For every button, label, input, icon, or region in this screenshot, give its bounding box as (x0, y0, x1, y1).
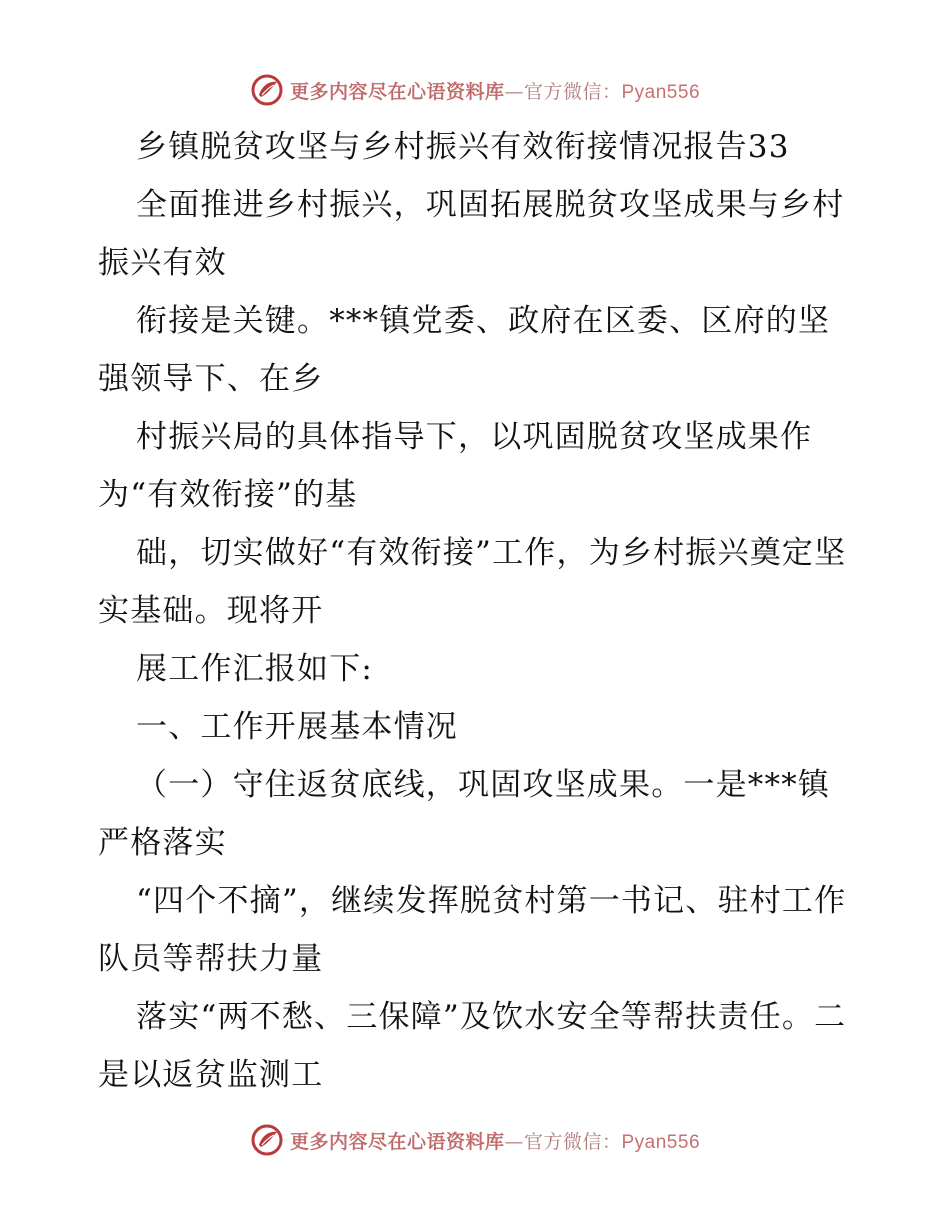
header-wechat-label: 官方微信： (523, 80, 622, 103)
paragraph-8: 落实“两不愁、三保障”及饮水安全等帮扶责任。二是以返贫监测工 (98, 999, 847, 1093)
header-dash: — (504, 80, 524, 103)
header-brand: 更多内容尽在心语资料库 (289, 80, 505, 103)
header-watermark (0, 72, 950, 108)
footer-dash: — (504, 1130, 524, 1153)
paragraph-5: 展工作汇报如下: (136, 651, 374, 687)
footer-watermark-text (290, 1127, 700, 1154)
document-title: 乡镇脱贫攻坚与乡村振兴有效衔接情况报告33 (136, 129, 790, 165)
paragraph-7: “四个不摘”，继续发挥脱贫村第一书记、驻村工作队员等帮扶力量 (98, 883, 847, 977)
footer-brand: 更多内容尽在心语资料库 (289, 1130, 505, 1153)
header-watermark-text (290, 77, 700, 104)
paragraph-2: 衔接是关键。***镇党委、政府在区委、区府的坚强领导下、在乡 (98, 303, 831, 397)
paragraph-3: 村振兴局的具体指导下，以巩固脱贫攻坚成果作为“有效衔接”的基 (98, 419, 813, 513)
leaf-swirl-logo-icon (250, 73, 284, 107)
paragraph-6: （一）守住返贫底线，巩固攻坚成果。一是***镇严格落实 (98, 767, 831, 861)
section-heading: 一、工作开展基本情况 (136, 709, 458, 745)
footer-wechat-label: 官方微信： (523, 1130, 622, 1153)
footer-watermark (0, 1122, 950, 1158)
document-body (98, 118, 858, 1104)
paragraph-4: 础，切实做好“有效衔接”工作，为乡村振兴奠定坚实基础。现将开 (98, 535, 847, 629)
header-wechat-id: Pyan556 (621, 81, 701, 103)
paragraph-1: 全面推进乡村振兴，巩固拓展脱贫攻坚成果与乡村振兴有效 (98, 187, 845, 281)
leaf-swirl-logo-icon (250, 1123, 284, 1157)
footer-wechat-id: Pyan556 (621, 1131, 701, 1153)
